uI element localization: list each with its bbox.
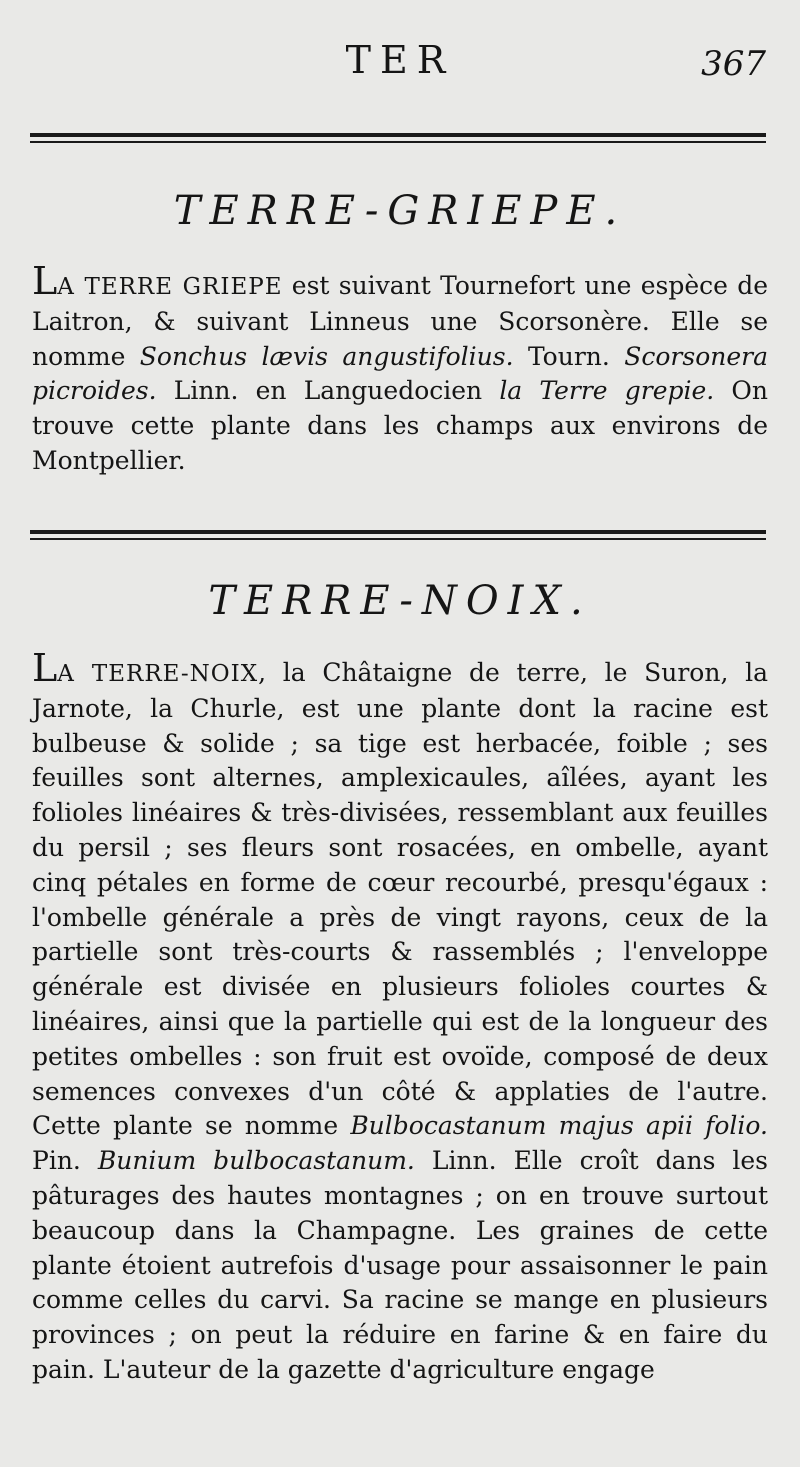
latin-name: Sonchus lævis angustifolius. [139, 341, 514, 371]
header-rule-thin [30, 141, 766, 143]
article-title-terre-griepe: TERRE-GRIEPE. [173, 188, 627, 234]
body-text: Linn. en Languedocien [156, 376, 500, 406]
article-title-terre-noix: TERRE-NOIX. [208, 578, 592, 624]
vernacular-name: la Terre grepie. [499, 376, 715, 406]
latin-name: Scorsonera picroides. [32, 341, 769, 406]
lead-word: A TERRE-NOIX [57, 661, 259, 687]
running-head [0, 38, 800, 88]
article-body-terre-noix [32, 646, 768, 1388]
section-rule-thin [30, 538, 766, 540]
body-text: Pin. [32, 1146, 98, 1176]
drop-initial: L [32, 646, 58, 690]
section-rule [30, 530, 766, 534]
drop-initial: L [32, 259, 58, 303]
body-text: Linn. Elle croît dans les pâturages des hautes montagnes ; on en trouve surtout beaucoup dans la Champagne. Les graines de cette plante étoient autrefois d'usage pour assaisonner le pain comme celles du carvi. Sa racine se mange en plusieurs provinces ; on peut la réduire en farine & en faire du pain. L'auteur de la gazette d'agriculture engage [32, 1146, 768, 1384]
latin-name: Bulbocastanum majus apii folio. [350, 1111, 768, 1141]
body-text: , la Châtaigne de terre, le Suron, la Jarnote, la Churle, est une plante dont la racine est bulbeuse & solide ; sa tige est herbacée, foible ; ses feuilles sont alternes, amplexicaules, aîlées, ayant les folioles linéaires & très-divisées, ressemblant aux feuilles du persil ; ses fleurs sont rosacées, en ombelle, ayant cinq pétales en forme de cœur recourbé, presqu'égaux : l'ombelle générale a près de vingt rayons, ceux de la partielle sont très-courts & rassemblés ; l'enveloppe générale est divisée en plusieurs folioles courtes & linéaires, ainsi que la partielle qui est de la longueur des petites ombelles : son fruit est ovoïde, composé de deux semences convexes d'un côté & applaties de l'autre. Cette plante se nomme [32, 658, 768, 1141]
body-text: Tourn. [513, 341, 625, 371]
page-number: 367 [701, 44, 766, 84]
body-text: On trouve cette plante dans les champs aux environs de Montpellier. [32, 376, 769, 475]
lead-word: A TERRE GRIEPE [57, 274, 283, 300]
header-rule [30, 133, 766, 137]
body-text: est suivant Tournefort une espèce de Laitron, & suivant Linneus une Scorsonère. Elle se nomme [32, 271, 768, 371]
latin-name: Bunium bulbocastanum. [97, 1146, 415, 1176]
article-body-terre-griepe [32, 259, 769, 479]
running-title: TER [345, 38, 455, 82]
